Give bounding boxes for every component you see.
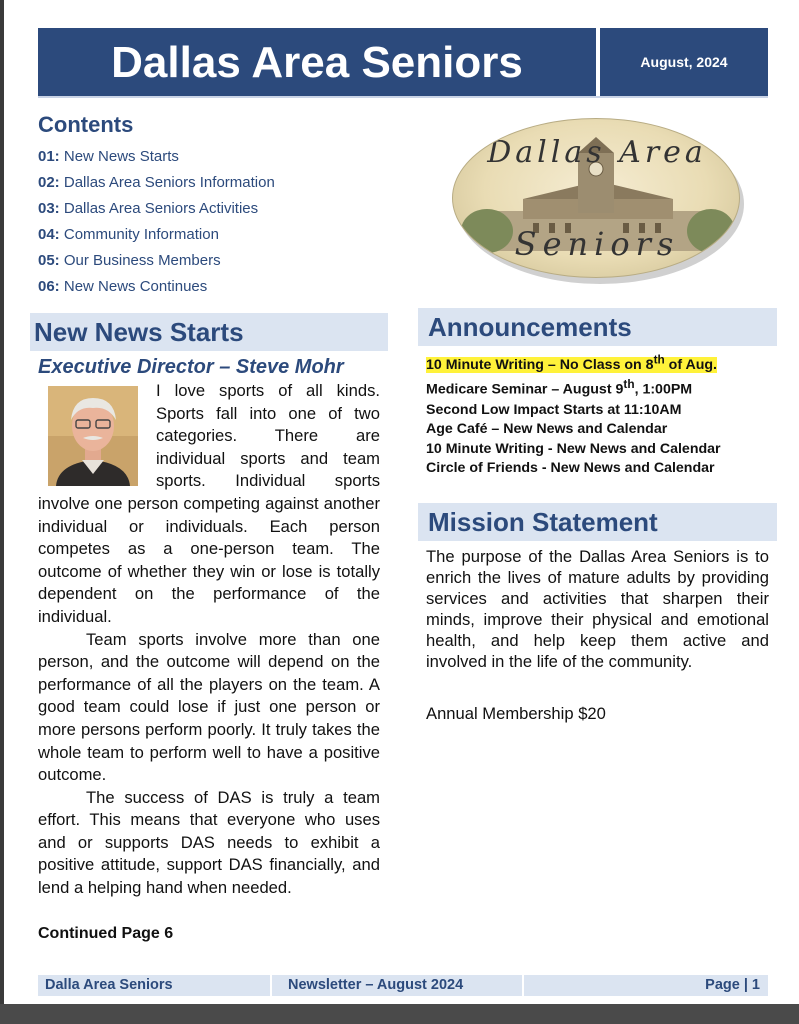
continued-link[interactable]: Continued Page 6 [38, 925, 174, 942]
footer-newsletter-issue: Newsletter – August 2024 [288, 977, 464, 993]
footer-divider [270, 975, 272, 996]
das-logo [452, 118, 746, 288]
announcement-item [426, 350, 776, 375]
masthead [38, 28, 768, 96]
toc-item[interactable]: 04: Community Information [38, 226, 219, 243]
new-news-heading: New News Starts [30, 313, 388, 351]
article-paragraph: Team sports involve more than one person, and the outcome will depend on the performance of all the players on the team. A good team could lose if just one person or more persons perform poorly. It truly takes the whole team to perform well to have a positive outcome. [38, 629, 380, 785]
announcement-item: Circle of Friends - New News and Calendar [426, 460, 715, 477]
footer-org-name: Dalla Area Seniors [45, 977, 173, 993]
page-footer [38, 975, 768, 996]
logo-oval [452, 118, 740, 278]
logo-text-top: Dallas Area [487, 135, 707, 170]
article-byline: Executive Director – Steve Mohr [38, 356, 344, 378]
announcements-heading: Announcements [418, 308, 777, 346]
announcements-list [426, 350, 776, 479]
announcement-item: Second Low Impact Starts at 11:10AM [426, 401, 682, 418]
article-paragraph: The success of DAS is truly a team effort. This means that everyone who uses and or supports DAS needs to exhibit a positive attitude, support DAS financially, and lend a helping hand when needed. [38, 787, 380, 898]
announcement-item: Age Café – New News and Calendar [426, 421, 668, 438]
mission-text: The purpose of the Dallas Area Seniors is to enrich the lives of mature adults by providing services and activities that sharpen their minds, improve their physical and emotional health, and help keep them active and involved in the life of the community. [426, 547, 769, 671]
toc-item[interactable]: 01: New News Starts [38, 148, 179, 165]
article-paragraph: I love sports of all kinds. Sports fall into one of two categories. There are individual sports and team sports. Individual sports involve one person competing against another individual or individuals. Each person competes as a one-person team. The outcome of whether they win or lose is totally dependent on the performance of the individual. [38, 381, 380, 626]
table-of-contents [38, 112, 378, 304]
toc-item[interactable]: 06: New News Continues [38, 278, 208, 295]
membership-fee: Annual Membership $20 [426, 704, 606, 723]
footer-page-number: Page | 1 [705, 977, 760, 993]
logo-text-bottom: Seniors [514, 225, 680, 263]
article-body [38, 380, 380, 900]
mission-heading: Mission Statement [418, 503, 777, 541]
toc-item[interactable]: 05: Our Business Members [38, 252, 221, 269]
announcement-item: 10 Minute Writing - New News and Calendar [426, 440, 721, 457]
issue-date: August, 2024 [600, 28, 768, 96]
announcement-item: Medicare Seminar – August 9th, 1:00PM [426, 377, 693, 399]
toc-item[interactable]: 02: Dallas Area Seniors Information [38, 174, 275, 191]
highlighted-announcement: 10 Minute Writing – No Class on 8th of Aug. [426, 352, 718, 373]
contents-heading: Contents [38, 112, 134, 137]
toc-item[interactable]: 03: Dallas Area Seniors Activities [38, 200, 259, 217]
photo-spacer [38, 380, 156, 492]
masthead-underline [38, 96, 768, 98]
newsletter-title: Dallas Area Seniors [38, 28, 596, 96]
footer-divider [522, 975, 524, 996]
viewer-bottom-bar [0, 1004, 799, 1024]
page-edge [0, 0, 4, 1024]
